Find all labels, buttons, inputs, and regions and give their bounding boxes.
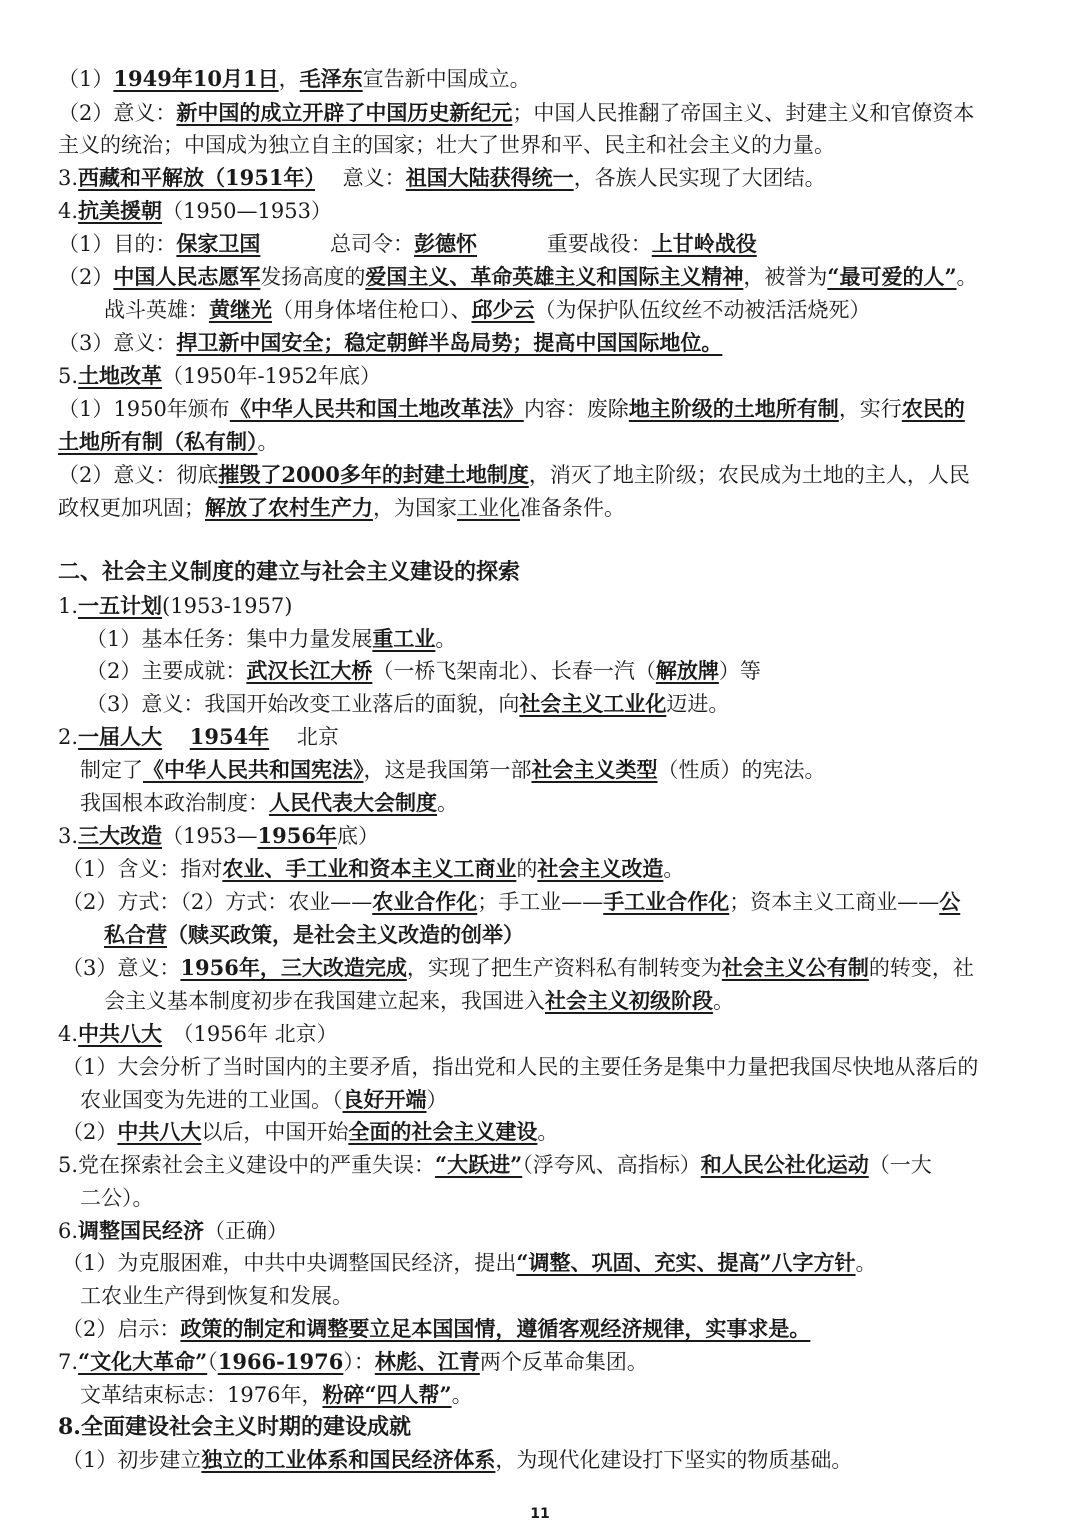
- underlined-key-term: 1956年: [257, 823, 337, 848]
- text-line: [86, 624, 456, 654]
- underlined-key-term: 《中华人民共和国土地改革法》: [229, 396, 524, 421]
- text-line: [80, 788, 458, 818]
- underlined-key-term: 抗美援朝: [78, 198, 163, 223]
- text-segment: 。: [435, 627, 457, 651]
- text-segment: 4.: [58, 1022, 79, 1046]
- text-segment: [162, 725, 190, 749]
- text-segment: 我国根本政治制度：: [80, 791, 269, 815]
- text-line: [58, 821, 379, 851]
- text-line: [58, 427, 279, 457]
- section-heading: [58, 1412, 411, 1442]
- underlined-key-term: 重工业: [372, 626, 436, 651]
- underlined-key-term: 解放牌: [655, 658, 719, 683]
- text-line: [58, 591, 292, 621]
- text-segment: ，被誉为: [743, 265, 828, 289]
- text-line: [62, 1445, 852, 1475]
- text-segment: ，消灭了地主阶级；农民成为土地的主人，人民: [528, 463, 970, 487]
- text-line: [58, 98, 974, 128]
- text-segment: 8.全面建设社会主义时期的建设成就: [58, 1414, 411, 1440]
- text-line: [58, 394, 965, 424]
- text-segment: （1956年 北京）: [162, 1022, 338, 1046]
- text-line: [58, 493, 625, 523]
- text-line: [80, 1380, 473, 1410]
- underlined-key-term: “大跃进”: [435, 1152, 523, 1177]
- text-segment: 的: [516, 857, 538, 881]
- text-segment: （2）主要成就：: [86, 659, 247, 683]
- underlined-key-term: 1949年10月1日: [113, 66, 279, 91]
- text-line: [58, 460, 970, 490]
- text-segment: 政权更加巩固；: [58, 496, 205, 520]
- underlined-key-term: 农业、手工业和资本主义工商业: [222, 856, 517, 881]
- text-line: [86, 656, 761, 686]
- text-line: [80, 755, 826, 785]
- text-segment: 宣告新中国成立。: [362, 67, 531, 91]
- underlined-key-term: 农民的: [901, 396, 965, 421]
- text-line: [104, 920, 524, 950]
- underlined-key-term: 上甘岭战役: [651, 231, 757, 256]
- text-segment: ，实现了把生产资料私有制转变为: [406, 956, 722, 980]
- text-line: [58, 130, 835, 160]
- text-segment: （1）目的：: [58, 232, 177, 256]
- text-segment: （用身体堵住枪口）、: [272, 298, 472, 322]
- underlined-key-term: 黄继光: [209, 297, 272, 322]
- text-segment: ，实行: [838, 397, 902, 421]
- underlined-key-term: “文化大革命”: [78, 1349, 208, 1374]
- text-segment: 内容：废除: [523, 397, 629, 421]
- underlined-key-term: 中国人民志愿军: [113, 264, 261, 289]
- underlined-key-term: 工业化: [457, 496, 520, 520]
- text-segment: 1.: [58, 594, 79, 618]
- text-line: [62, 1248, 877, 1278]
- text-line: [58, 229, 757, 259]
- underlined-key-term: 解放了农村生产力: [205, 495, 373, 520]
- text-segment: ，: [278, 67, 300, 91]
- text-line: [58, 1150, 932, 1180]
- text-segment: （1）1950年颁布: [58, 397, 230, 421]
- text-segment: （2）: [62, 1120, 118, 1144]
- text-line: [58, 64, 531, 94]
- underlined-key-term: 中共八大: [117, 1119, 202, 1144]
- underlined-key-term: 政策的制定和调整要立足本国国情，遵循客观经济规律，实事求是。: [180, 1316, 811, 1341]
- text-line: [62, 953, 974, 983]
- underlined-key-term: 1954年: [189, 724, 270, 749]
- text-segment: 6.: [58, 1219, 79, 1243]
- text-segment: 5.党在探索社会主义建设中的严重失误：: [58, 1153, 436, 1177]
- underlined-key-term: 《中华人民共和国宪法》: [143, 757, 364, 782]
- text-segment: ，为现代化建设打下坚实的物质基础。: [495, 1448, 853, 1472]
- text-line: [58, 262, 978, 292]
- text-segment: 。: [437, 791, 458, 815]
- text-segment: 主义的统治；中国成为独立自主的国家；壮大了世界和平、民主和社会主义的力量。: [58, 133, 835, 157]
- underlined-key-term: 人民代表大会制度: [269, 790, 437, 815]
- text-segment: 发扬高度的: [260, 265, 366, 289]
- underlined-key-term: 中共八大: [78, 1021, 163, 1046]
- underlined-key-term: 农业合作化: [372, 889, 478, 914]
- underlined-key-term: 祖国大陆获得统一: [405, 165, 574, 190]
- underlined-key-term: 良好开端: [342, 1087, 427, 1112]
- text-segment: 北京: [269, 725, 339, 749]
- text-segment: 5.: [58, 364, 79, 388]
- text-segment: 意义：: [315, 166, 406, 190]
- underlined-key-term: 社会主义改造: [537, 856, 664, 881]
- text-segment: （1）初步建立: [62, 1448, 202, 1472]
- text-segment: ；手工业——: [477, 890, 604, 914]
- text-segment: 工农业生产得到恢复和发展。: [80, 1284, 353, 1308]
- text-segment: ；资本主义工商业——: [729, 890, 940, 914]
- underlined-key-term: 和人民公社化运动: [700, 1152, 869, 1177]
- text-segment: ）等: [718, 659, 761, 683]
- text-segment: （为保护队伍纹丝不动被活活烧死）: [534, 298, 871, 322]
- text-line: [104, 986, 734, 1016]
- underlined-key-term: 林彪、江青: [374, 1349, 480, 1374]
- underlined-key-term: 西藏和平解放（1951年）: [78, 165, 315, 190]
- text-line: [62, 854, 684, 884]
- underlined-key-term: “调整、巩固、充实、提高”八字方针: [516, 1250, 856, 1275]
- text-segment: 会主义基本制度初步在我国建立起来，我国进入: [104, 989, 545, 1013]
- text-line: [104, 295, 871, 325]
- underlined-key-term: 1956年，三大改造完成: [180, 955, 407, 980]
- text-segment: （性质）的宪法。: [657, 758, 826, 782]
- text-segment: （1950—1953）: [162, 199, 332, 223]
- underlined-key-term: 武汉长江大桥: [246, 658, 373, 683]
- text-segment: （1）含义：指对: [62, 857, 223, 881]
- text-segment: （1950年-1952年底）: [162, 364, 382, 388]
- underlined-key-term: 三大改造: [78, 823, 163, 848]
- text-segment: 。: [956, 265, 978, 289]
- underlined-key-term: 社会主义工业化: [519, 691, 667, 716]
- text-segment: 2.: [58, 725, 79, 749]
- text-segment: 7.: [58, 1350, 79, 1374]
- text-segment: （2）意义：: [58, 101, 177, 125]
- text-segment: 迈进。: [666, 692, 730, 716]
- underlined-key-term: 保家卫国: [176, 231, 261, 256]
- text-segment: 总司令：: [260, 232, 415, 256]
- underlined-key-term: 新中国的成立开辟了中国历史新纪元: [176, 100, 513, 125]
- underlined-key-term: 公: [939, 889, 961, 914]
- text-segment: 调整国民经济: [78, 1218, 205, 1243]
- underlined-key-term: 土地所有制（私有制）: [58, 429, 258, 454]
- underlined-key-term: 社会主义公有制: [721, 955, 869, 980]
- underlined-key-term: 手工业合作化: [603, 889, 730, 914]
- text-segment: （3）意义：: [62, 956, 181, 980]
- text-line: [58, 1347, 648, 1377]
- text-segment: （2）方式：（2）方式：农业——: [62, 890, 373, 914]
- text-segment: （3）意义：: [58, 331, 177, 355]
- text-segment: 准备条件。: [520, 496, 625, 520]
- text-segment: （3）意义：我国开始改变工业落后的面貌，向: [86, 692, 520, 716]
- text-segment: ，这是我国第一部: [363, 758, 532, 782]
- text-segment: 底）: [336, 824, 379, 848]
- text-segment: 以后，中国开始: [201, 1120, 349, 1144]
- underlined-key-term: 摧毁了2000多年的封建土地制度: [218, 462, 529, 487]
- text-segment: (1953-1957): [162, 594, 293, 618]
- underlined-key-term: 土地改革: [78, 363, 163, 388]
- underlined-key-term: 社会主义类型: [531, 757, 658, 782]
- text-segment: 重要战役：: [477, 232, 652, 256]
- text-line: [62, 887, 960, 917]
- underlined-key-term: 1966-1976: [217, 1349, 344, 1374]
- text-segment: 农业国变为先进的工业国。（: [80, 1088, 343, 1112]
- text-line: [58, 361, 381, 391]
- text-segment: （2）意义：彻底: [58, 463, 219, 487]
- text-segment: 二、社会主义制度的建立与社会主义建设的探索: [58, 559, 521, 585]
- text-segment: 。: [451, 1383, 473, 1407]
- text-line: [58, 1019, 338, 1049]
- text-segment: （: [207, 1350, 218, 1374]
- text-segment: 。: [713, 989, 734, 1013]
- text-line: [58, 328, 722, 358]
- text-line: [86, 689, 729, 719]
- text-segment: ）: [426, 1088, 448, 1112]
- text-segment: （1）: [58, 67, 114, 91]
- text-segment: 战斗英雄：: [104, 298, 209, 322]
- underlined-key-term: 一届人大: [78, 724, 163, 749]
- text-segment: 3.: [58, 824, 79, 848]
- text-segment: 。: [537, 1120, 559, 1144]
- section-heading: [58, 557, 520, 587]
- text-line: [58, 196, 332, 226]
- text-segment: （正确）: [204, 1219, 289, 1243]
- underlined-key-term: 彭德怀: [414, 231, 478, 256]
- underlined-key-term: 社会主义初级阶段: [545, 988, 713, 1013]
- text-segment: 文革结束标志：1976年，: [80, 1383, 323, 1407]
- text-line: [58, 722, 339, 752]
- text-segment: 4.: [58, 199, 79, 223]
- text-segment: （2）启示：: [62, 1317, 181, 1341]
- text-line: [80, 1085, 448, 1115]
- text-line: [80, 1183, 154, 1213]
- page-number: 11: [530, 1506, 550, 1522]
- text-segment: （1）大会分析了当时国内的主要矛盾，指出党和人民的主要任务是集中力量把我国尽快地从落后的: [62, 1055, 979, 1079]
- text-line: [58, 163, 826, 193]
- text-segment: 的转变，社: [868, 956, 974, 980]
- text-line: [58, 1216, 288, 1246]
- text-segment: （赎买政策，是社会主义改造的创举）: [167, 922, 524, 947]
- underlined-key-term: 邱少云: [471, 297, 535, 322]
- text-segment: 。: [663, 857, 685, 881]
- text-segment: （一桥飞架南北）、长春一汽（: [372, 659, 656, 683]
- text-segment: ）：: [343, 1350, 375, 1374]
- underlined-key-term: 地主阶级的土地所有制: [628, 396, 839, 421]
- text-segment: ，各族人民实现了大团结。: [573, 166, 826, 190]
- text-segment: （1）基本任务：集中力量发展: [86, 627, 373, 651]
- text-line: [62, 1052, 978, 1082]
- text-line: [80, 1281, 353, 1311]
- text-segment: 二公）。: [80, 1186, 154, 1210]
- text-segment: 。: [855, 1251, 877, 1275]
- text-segment: ，为国家: [373, 496, 457, 520]
- text-line: [62, 1117, 558, 1147]
- text-segment: （1953—: [162, 824, 258, 848]
- underlined-key-term: 全面的社会主义建设: [348, 1119, 538, 1144]
- text-segment: （1）为克服困难，中共中央调整国民经济，提出: [62, 1251, 517, 1275]
- text-segment: 制定了: [80, 758, 143, 782]
- text-segment: 3.: [58, 166, 79, 190]
- underlined-key-term: 一五计划: [78, 593, 163, 618]
- text-line: [62, 1314, 810, 1344]
- text-segment: 两个反革命集团。: [479, 1350, 648, 1374]
- underlined-key-term: 独立的工业体系和国民经济体系: [201, 1447, 496, 1472]
- underlined-key-term: 爱国主义、革命英雄主义和国际主义精神: [365, 264, 744, 289]
- underlined-key-term: 毛泽东: [299, 66, 363, 91]
- underlined-key-term: “最可爱的人”: [827, 264, 957, 289]
- text-segment: （2）: [58, 265, 114, 289]
- text-segment: （浮夸风、高指标）: [522, 1153, 701, 1177]
- text-segment: ；中国人民推翻了帝国主义、封建主义和官僚资本: [512, 101, 975, 125]
- text-segment: 。: [257, 430, 279, 454]
- underlined-key-term: 粉碎“四人帮”: [322, 1382, 452, 1407]
- text-segment: （一大: [868, 1153, 932, 1177]
- underlined-key-term: 捍卫新中国安全；稳定朝鲜半岛局势；提高中国国际地位。: [176, 330, 723, 355]
- underlined-key-term: 私合营: [104, 922, 167, 947]
